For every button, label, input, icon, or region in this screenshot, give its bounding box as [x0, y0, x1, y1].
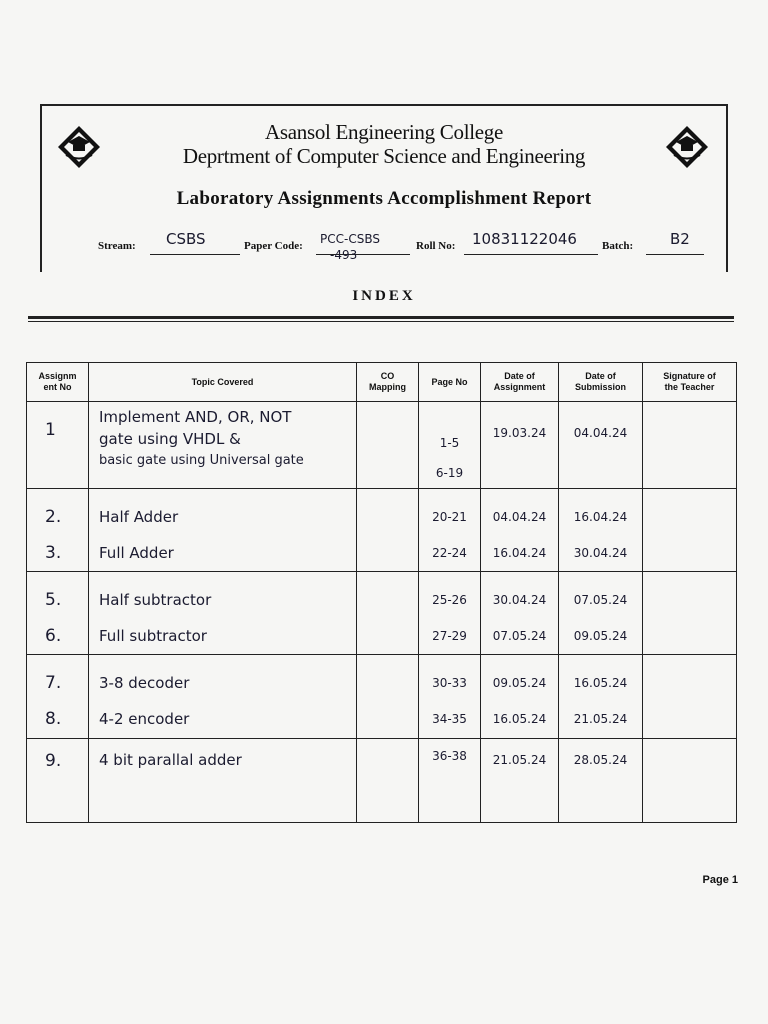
cell-date-assignment: 21.05.24: [481, 739, 559, 823]
cell-co-mapping: [357, 655, 419, 739]
cell-signature: [643, 402, 737, 489]
report-title: Laboratory Assignments Accomplishment Report: [176, 188, 592, 209]
assignment-index-table: [26, 362, 737, 823]
table-row: [27, 655, 737, 739]
cell-date-submission: 07.05.24 09.05.24: [559, 572, 643, 655]
roll-no-value: 10831122046: [472, 230, 577, 248]
cell-page-no: 1-5 6-19: [419, 402, 481, 489]
col-page-no: Page No: [419, 363, 481, 402]
cell-date-assignment: 09.05.24 16.05.24: [481, 655, 559, 739]
page-number: Page 1: [702, 874, 738, 886]
cell-page-no: 20-21 22-24: [419, 489, 481, 572]
table-header-row: [27, 363, 737, 402]
cell-co-mapping: [357, 402, 419, 489]
cell-assignment-no: 1: [27, 402, 89, 489]
col-signature: Signature of the Teacher: [643, 363, 737, 402]
stream-value: CSBS: [166, 230, 206, 248]
cell-date-assignment: 04.04.24 16.04.24: [481, 489, 559, 572]
college-name: Asansol Engineering College: [264, 120, 503, 144]
cell-date-submission: 04.04.24: [559, 402, 643, 489]
cell-co-mapping: [357, 489, 419, 572]
paper-code-value: PCC-CSBS: [320, 232, 380, 246]
cell-date-submission: 28.05.24: [559, 739, 643, 823]
col-topic-covered: Topic Covered: [89, 363, 357, 402]
cell-topic: Implement AND, OR, NOT gate using VHDL & basic gate using Universal gate: [89, 402, 357, 489]
table-row: [27, 489, 737, 572]
batch-value: B2: [670, 230, 690, 248]
cell-co-mapping: [357, 739, 419, 823]
table-row: [27, 739, 737, 823]
cell-signature: [643, 739, 737, 823]
cell-topic: 4 bit parallal adder: [89, 739, 357, 823]
col-assignment-no: Assignm ent No: [27, 363, 89, 402]
batch-label: Batch:: [602, 240, 634, 252]
cell-date-submission: 16.05.24 21.05.24: [559, 655, 643, 739]
col-date-of-assignment: Date of Assignment: [481, 363, 559, 402]
divider-thick: [28, 316, 734, 319]
paper-code-value-2: -493: [330, 248, 358, 262]
paper-code-label: Paper Code:: [244, 240, 303, 252]
cell-assignment-no: 5. 6.: [27, 572, 89, 655]
cell-page-no: 25-26 27-29: [419, 572, 481, 655]
roll-no-label: Roll No:: [416, 240, 456, 252]
table-row: [27, 402, 737, 489]
college-heading: [42, 120, 726, 168]
divider-thin: [28, 321, 734, 322]
stream-label: Stream:: [98, 240, 136, 252]
cell-co-mapping: [357, 572, 419, 655]
col-date-of-submission: Date of Submission: [559, 363, 643, 402]
index-heading: INDEX: [352, 288, 416, 304]
report-header: [40, 104, 728, 272]
col-co-mapping: CO Mapping: [357, 363, 419, 402]
cell-signature: [643, 572, 737, 655]
cell-date-assignment: 30.04.24 07.05.24: [481, 572, 559, 655]
cell-signature: [643, 655, 737, 739]
cell-signature: [643, 489, 737, 572]
cell-page-no: 30-33 34-35: [419, 655, 481, 739]
table-row: [27, 572, 737, 655]
cell-assignment-no: 7. 8.: [27, 655, 89, 739]
cell-assignment-no: 2. 3.: [27, 489, 89, 572]
cell-topic: Half Adder Full Adder: [89, 489, 357, 572]
cell-topic: Half subtractor Full subtractor: [89, 572, 357, 655]
cell-date-assignment: 19.03.24: [481, 402, 559, 489]
cell-topic: 3-8 decoder 4-2 encoder: [89, 655, 357, 739]
cell-date-submission: 16.04.24 30.04.24: [559, 489, 643, 572]
cell-assignment-no: 9.: [27, 739, 89, 823]
cell-page-no: 36-38: [419, 739, 481, 823]
department-name: Deprtment of Computer Science and Engineering: [182, 144, 586, 168]
